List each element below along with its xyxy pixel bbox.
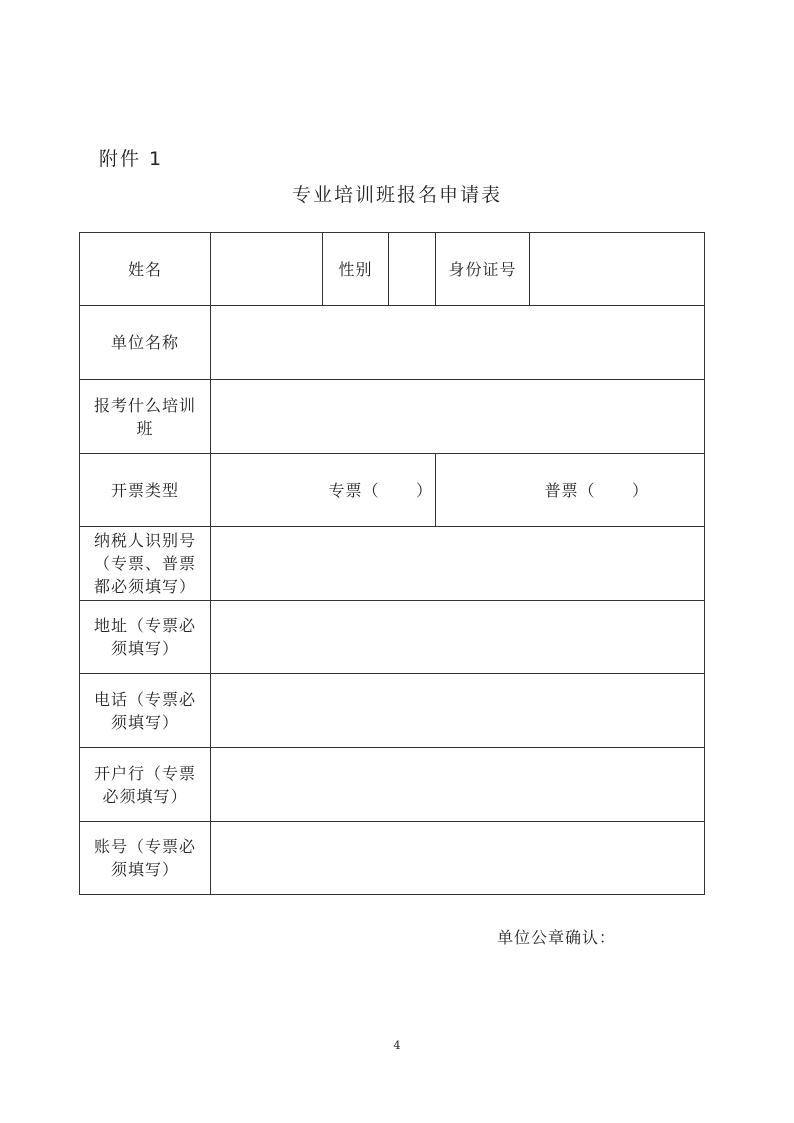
phone-field[interactable]: [211, 674, 705, 748]
address-label: 地址（专票必须填写）: [80, 601, 211, 674]
bank-label: 开户行（专票必须填写）: [80, 748, 211, 822]
account-field[interactable]: [211, 822, 705, 895]
address-field[interactable]: [211, 601, 705, 674]
seal-confirmation: 单位公章确认：: [497, 928, 617, 947]
row-address: [80, 601, 705, 674]
row-course: [80, 380, 705, 454]
attachment-label: 附件 1: [99, 148, 164, 170]
row-unit-name: [80, 306, 705, 380]
id-number-label: 身份证号: [436, 233, 530, 306]
invoice-normal-option[interactable]: [436, 454, 705, 527]
invoice-special-text: 专票（ ）: [328, 480, 433, 500]
row-tax-id: [80, 527, 705, 601]
course-field[interactable]: [211, 380, 705, 454]
gender-label: 性别: [323, 233, 389, 306]
invoice-type-label: 开票类型: [80, 454, 211, 527]
bank-field[interactable]: [211, 748, 705, 822]
row-personal-info: [80, 233, 705, 306]
page-number: 4: [393, 1039, 401, 1052]
form-title: 专业培训班报名申请表: [291, 184, 502, 206]
course-label: 报考什么培训班: [80, 380, 211, 454]
name-label: 姓名: [80, 233, 211, 306]
row-bank: [80, 748, 705, 822]
tax-id-field[interactable]: [211, 527, 705, 601]
unit-name-label: 单位名称: [80, 306, 211, 380]
tax-id-label: 纳税人识别号（专票、普票都必须填写）: [80, 527, 211, 601]
row-phone: [80, 674, 705, 748]
account-label: 账号（专票必须填写）: [80, 822, 211, 895]
registration-form-table: [79, 232, 705, 895]
row-invoice-type: [80, 454, 705, 527]
id-number-field[interactable]: [530, 233, 705, 306]
invoice-normal-text: 普票（ ）: [544, 480, 649, 500]
row-account: [80, 822, 705, 895]
name-field[interactable]: [211, 233, 323, 306]
gender-field[interactable]: [389, 233, 436, 306]
invoice-special-option[interactable]: [211, 454, 436, 527]
phone-label: 电话（专票必须填写）: [80, 674, 211, 748]
unit-name-field[interactable]: [211, 306, 705, 380]
